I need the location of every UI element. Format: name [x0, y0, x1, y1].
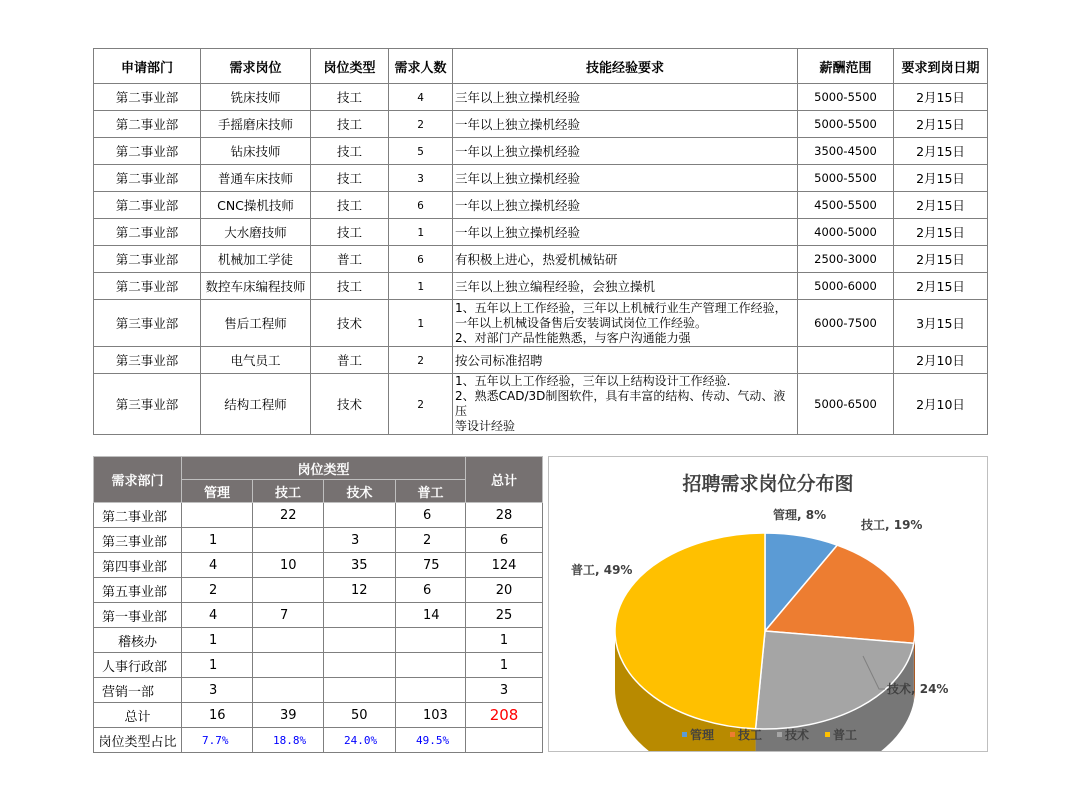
skill-cell: 一年以上独立操机经验	[453, 219, 798, 246]
summary-row	[94, 553, 543, 578]
summary-value-cell: 4	[182, 553, 253, 578]
summary-value-cell	[396, 653, 466, 678]
summary-value-cell: 7	[253, 603, 324, 628]
summary-total-cell: 3	[466, 678, 543, 703]
summary-row	[94, 653, 543, 678]
summary-dept-cell: 营销一部	[94, 678, 182, 703]
summary-header-type: 技工	[253, 480, 324, 503]
count-cell: 1	[389, 219, 453, 246]
post-cell: 结构工程师	[201, 374, 311, 435]
date-cell: 2月15日	[894, 138, 988, 165]
count-cell: 4	[389, 84, 453, 111]
dept-cell: 第三事业部	[94, 347, 201, 374]
summary-value-cell	[182, 503, 253, 528]
summary-total-cell: 6	[466, 528, 543, 553]
summary-value-cell	[324, 628, 396, 653]
summary-header-dept: 需求部门	[94, 457, 182, 503]
salary-cell: 4500-5500	[798, 192, 894, 219]
dept-cell: 第二事业部	[94, 219, 201, 246]
table-row	[94, 300, 988, 347]
summary-value-cell	[324, 603, 396, 628]
summary-value-cell	[324, 678, 396, 703]
skill-cell: 三年以上独立操机经验	[453, 84, 798, 111]
dept-cell: 第二事业部	[94, 138, 201, 165]
post-cell: 普通车床技师	[201, 165, 311, 192]
type-cell: 技工	[311, 138, 389, 165]
date-cell: 2月15日	[894, 246, 988, 273]
skill-cell: 一年以上独立操机经验	[453, 138, 798, 165]
salary-cell: 5000-6500	[798, 374, 894, 435]
count-cell: 2	[389, 374, 453, 435]
summary-dept-cell: 稽核办	[94, 628, 182, 653]
summary-value-cell: 6	[396, 578, 466, 603]
date-cell: 3月15日	[894, 300, 988, 347]
summary-row	[94, 628, 543, 653]
date-cell: 2月15日	[894, 192, 988, 219]
type-cell: 普工	[311, 347, 389, 374]
header-count: 需求人数	[389, 49, 453, 84]
salary-cell: 5000-6000	[798, 273, 894, 300]
summary-dept-cell: 第一事业部	[94, 603, 182, 628]
summary-total-cell: 124	[466, 553, 543, 578]
summary-value-cell: 22	[253, 503, 324, 528]
summary-dept-cell: 第四事业部	[94, 553, 182, 578]
summary-value-cell	[253, 628, 324, 653]
legend-swatch	[682, 732, 687, 737]
type-cell: 技工	[311, 219, 389, 246]
legend-swatch	[825, 732, 830, 737]
legend-label: 技术	[785, 728, 810, 742]
dept-cell: 第二事业部	[94, 246, 201, 273]
summary-value-cell: 1	[182, 653, 253, 678]
summary-row	[94, 578, 543, 603]
summary-header-type: 普工	[396, 480, 466, 503]
pie-data-label: 技术, 24%	[887, 682, 949, 696]
salary-cell: 4000-5000	[798, 219, 894, 246]
skill-line: 1、五年以上工作经验，三年以上机械行业生产管理工作经验，	[455, 300, 787, 315]
type-cell: 普工	[311, 246, 389, 273]
summary-value-cell: 103	[396, 703, 466, 728]
summary-dept-cell: 第二事业部	[94, 503, 182, 528]
summary-value-cell: 39	[253, 703, 324, 728]
table-row	[94, 165, 988, 192]
dept-cell: 第二事业部	[94, 192, 201, 219]
summary-value-cell: 49.5%	[396, 728, 466, 753]
summary-header-total: 总计	[466, 457, 543, 503]
type-cell: 技工	[311, 273, 389, 300]
type-cell: 技工	[311, 84, 389, 111]
skill-line: 1、五年以上工作经验，三年以上结构设计工作经验.	[455, 374, 731, 388]
dept-cell: 第二事业部	[94, 165, 201, 192]
summary-table	[93, 456, 543, 753]
date-cell: 2月15日	[894, 273, 988, 300]
type-cell: 技术	[311, 300, 389, 347]
header-post: 需求岗位	[201, 49, 311, 84]
summary-value-cell: 3	[324, 528, 396, 553]
post-cell: 手摇磨床技师	[201, 111, 311, 138]
count-cell: 3	[389, 165, 453, 192]
summary-value-cell: 35	[324, 553, 396, 578]
summary-value-cell: 16	[182, 703, 253, 728]
summary-value-cell	[396, 678, 466, 703]
skill-cell: 三年以上独立编程经验，会独立操机	[453, 273, 798, 300]
salary-cell: 5000-5500	[798, 111, 894, 138]
summary-value-cell: 2	[396, 528, 466, 553]
type-cell: 技工	[311, 165, 389, 192]
table-row	[94, 84, 988, 111]
count-cell: 2	[389, 347, 453, 374]
summary-row	[94, 503, 543, 528]
summary-total-cell: 1	[466, 653, 543, 678]
summary-value-cell: 1	[182, 628, 253, 653]
count-cell: 1	[389, 300, 453, 347]
summary-total-cell	[466, 728, 543, 753]
summary-total-cell: 1	[466, 628, 543, 653]
summary-value-cell	[324, 503, 396, 528]
legend-swatch	[777, 732, 782, 737]
summary-value-cell	[253, 678, 324, 703]
summary-value-cell: 18.8%	[253, 728, 324, 753]
table-row	[94, 219, 988, 246]
post-cell: 售后工程师	[201, 300, 311, 347]
request-table-body	[94, 84, 988, 435]
count-cell: 5	[389, 138, 453, 165]
skill-line: 2、熟悉CAD/3D制图软件，具有丰富的结构、传动、气动、液压	[455, 389, 786, 418]
table-row	[94, 347, 988, 374]
summary-header-type: 技术	[324, 480, 396, 503]
header-type: 岗位类型	[311, 49, 389, 84]
summary-value-cell	[253, 528, 324, 553]
table-row	[94, 246, 988, 273]
summary-row	[94, 678, 543, 703]
table-row	[94, 111, 988, 138]
summary-value-cell: 6	[396, 503, 466, 528]
pie-chart	[548, 456, 988, 752]
summary-value-cell: 3	[182, 678, 253, 703]
summary-header-types: 岗位类型	[182, 457, 466, 480]
skill-cell: 一年以上独立操机经验	[453, 192, 798, 219]
type-cell: 技工	[311, 111, 389, 138]
summary-total-cell: 28	[466, 503, 543, 528]
salary-cell: 6000-7500	[798, 300, 894, 347]
dept-cell: 第三事业部	[94, 300, 201, 347]
summary-dept-cell: 第三事业部	[94, 528, 182, 553]
summary-dept-cell: 岗位类型占比	[94, 728, 182, 753]
summary-value-cell: 7.7%	[182, 728, 253, 753]
header-date: 要求到岗日期	[894, 49, 988, 84]
post-cell: 钻床技师	[201, 138, 311, 165]
post-cell: CNC操机技师	[201, 192, 311, 219]
summary-dept-cell: 人事行政部	[94, 653, 182, 678]
post-cell: 铣床技师	[201, 84, 311, 111]
salary-cell	[798, 347, 894, 374]
post-cell: 机械加工学徒	[201, 246, 311, 273]
skill-line: 一年以上机械设备售后安装调试岗位工作经验。	[455, 315, 708, 330]
skill-line: 2、对部门产品性能熟悉，与客户沟通能力强	[455, 330, 691, 345]
summary-row	[94, 528, 543, 553]
header-skill: 技能经验要求	[453, 49, 798, 84]
summary-total-cell: 25	[466, 603, 543, 628]
summary-value-cell	[324, 653, 396, 678]
count-cell: 6	[389, 246, 453, 273]
date-cell: 2月15日	[894, 84, 988, 111]
summary-dept-cell: 总计	[94, 703, 182, 728]
header-dept: 申请部门	[94, 49, 201, 84]
summary-value-cell: 24.0%	[324, 728, 396, 753]
date-cell: 2月15日	[894, 219, 988, 246]
summary-value-cell	[396, 628, 466, 653]
date-cell: 2月15日	[894, 165, 988, 192]
date-cell: 2月10日	[894, 374, 988, 435]
skill-cell: 一年以上独立操机经验	[453, 111, 798, 138]
header-salary: 薪酬范围	[798, 49, 894, 84]
dept-cell: 第二事业部	[94, 273, 201, 300]
summary-total-cell: 208	[466, 703, 543, 728]
summary-value-cell: 50	[324, 703, 396, 728]
legend-swatch	[730, 732, 735, 737]
summary-value-cell: 2	[182, 578, 253, 603]
pie-chart-svg	[549, 457, 987, 751]
skill-cell: 三年以上独立操机经验	[453, 165, 798, 192]
table-row	[94, 138, 988, 165]
dept-cell: 第二事业部	[94, 111, 201, 138]
salary-cell: 5000-5500	[798, 84, 894, 111]
summary-total-cell: 20	[466, 578, 543, 603]
salary-cell: 5000-5500	[798, 165, 894, 192]
pie-data-label: 管理, 8%	[773, 508, 827, 522]
post-cell: 数控车床编程技师	[201, 273, 311, 300]
skill-cell: 有积极上进心，热爱机械钻研	[453, 246, 798, 273]
legend-label: 管理	[690, 728, 715, 742]
count-cell: 2	[389, 111, 453, 138]
summary-row	[94, 603, 543, 628]
table-row	[94, 192, 988, 219]
summary-total-row	[94, 703, 543, 728]
summary-value-cell: 12	[324, 578, 396, 603]
summary-value-cell	[253, 578, 324, 603]
summary-value-cell: 1	[182, 528, 253, 553]
pie-data-label: 普工, 49%	[571, 563, 633, 577]
dept-cell: 第三事业部	[94, 374, 201, 435]
skill-line: 等设计经验	[455, 419, 516, 433]
summary-value-cell: 4	[182, 603, 253, 628]
post-cell: 大水磨技师	[201, 219, 311, 246]
skill-cell: 按公司标准招聘	[453, 347, 798, 374]
count-cell: 6	[389, 192, 453, 219]
skill-cell	[453, 300, 798, 347]
pie-data-label: 技工, 19%	[861, 518, 923, 532]
legend-label: 普工	[833, 728, 858, 742]
table-row	[94, 273, 988, 300]
date-cell: 2月15日	[894, 111, 988, 138]
summary-ratio-row	[94, 728, 543, 753]
summary-value-cell: 14	[396, 603, 466, 628]
type-cell: 技工	[311, 192, 389, 219]
summary-value-cell: 10	[253, 553, 324, 578]
table-header-row	[94, 49, 988, 84]
legend-label: 技工	[738, 728, 763, 742]
summary-table-body	[94, 503, 543, 753]
date-cell: 2月10日	[894, 347, 988, 374]
table-row	[94, 374, 988, 435]
post-cell: 电气员工	[201, 347, 311, 374]
recruitment-request-table	[93, 48, 988, 435]
summary-value-cell	[253, 653, 324, 678]
summary-value-cell: 75	[396, 553, 466, 578]
summary-header-type: 管理	[182, 480, 253, 503]
chart-title: 招聘需求岗位分布图	[682, 473, 854, 495]
skill-cell	[453, 374, 798, 435]
salary-cell: 3500-4500	[798, 138, 894, 165]
dept-cell: 第二事业部	[94, 84, 201, 111]
salary-cell: 2500-3000	[798, 246, 894, 273]
type-cell: 技术	[311, 374, 389, 435]
summary-dept-cell: 第五事业部	[94, 578, 182, 603]
count-cell: 1	[389, 273, 453, 300]
